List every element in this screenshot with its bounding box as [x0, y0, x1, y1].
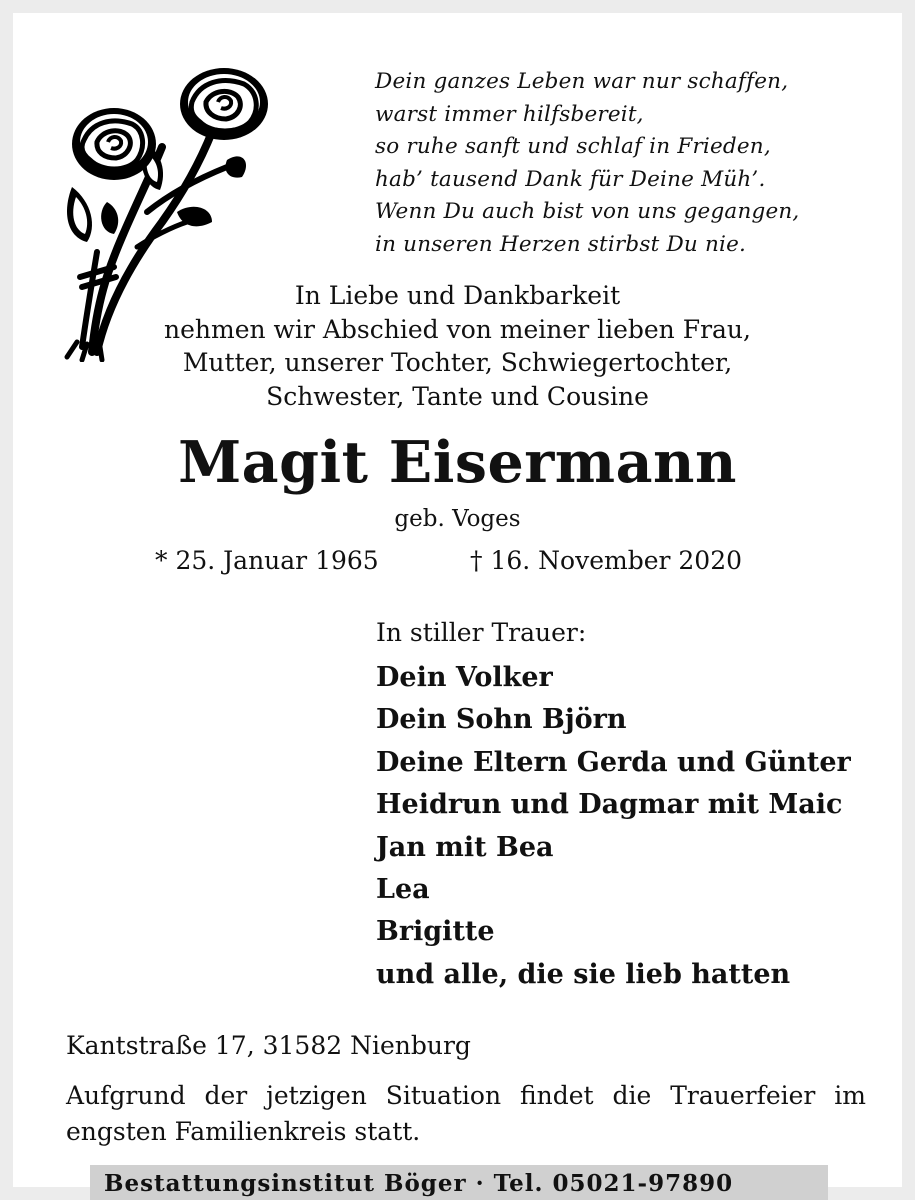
mourner-name: Heidrun und Dagmar mit Maic [376, 789, 843, 821]
intro-line: Schwester, Tante und Cousine [266, 381, 649, 411]
poem-line: warst immer hilfsbereit, [375, 101, 644, 127]
birth-date: * 25. Januar 1965 [155, 546, 379, 575]
maiden-name: geb. Voges [394, 506, 521, 532]
mourner-name: Dein Sohn Björn [376, 704, 627, 736]
farewell-intro [0, 279, 915, 413]
intro-line: Mutter, unserer Tochter, Schwiegertochter, [182, 348, 733, 377]
intro-line: nehmen wir Abschied von meiner lieben Frau, [164, 314, 751, 344]
poem-line: so ruhe sanft und schlaf in Frieden, [375, 134, 771, 159]
funeral-home-bar [90, 1165, 828, 1200]
intro-line: In Liebe und Dankbarkeit [294, 281, 621, 310]
poem-line: Wenn Du auch bist von uns gegangen, [375, 199, 800, 224]
mourner-name: Deine Eltern Gerda und Günter [376, 746, 851, 778]
mourner-name: und alle, die sie lieb hatten [376, 958, 791, 990]
address: Kantstraße 17, 31582 Nienburg [66, 1031, 471, 1060]
poem-line: Dein ganzes Leben war nur schaffen, [375, 69, 789, 94]
mourner-name: Dein Volker [376, 662, 553, 693]
poem-line: hab’ tausend Dank für Deine Müh’. [375, 166, 766, 192]
poem-line: in unseren Herzen stirbst Du nie. [375, 231, 747, 257]
mourner-name: Jan mit Bea [376, 831, 554, 863]
mourners-list [376, 657, 851, 996]
deceased-name: Magit Eisermann [178, 429, 737, 496]
funeral-home-contact: Bestattungsinstitut Böger · Tel. 05021-97890 [104, 1170, 734, 1197]
death-date: † 16. November 2020 [470, 546, 743, 575]
mourners-label: In stiller Trauer: [376, 618, 587, 647]
mourner-name: Brigitte [376, 916, 495, 948]
mourner-name: Lea [376, 874, 430, 906]
poem [375, 66, 875, 261]
funeral-notice: Aufgrund der jetzigen Situation findet die Trauerfeier im engsten Familienkreis statt. [66, 1081, 866, 1146]
